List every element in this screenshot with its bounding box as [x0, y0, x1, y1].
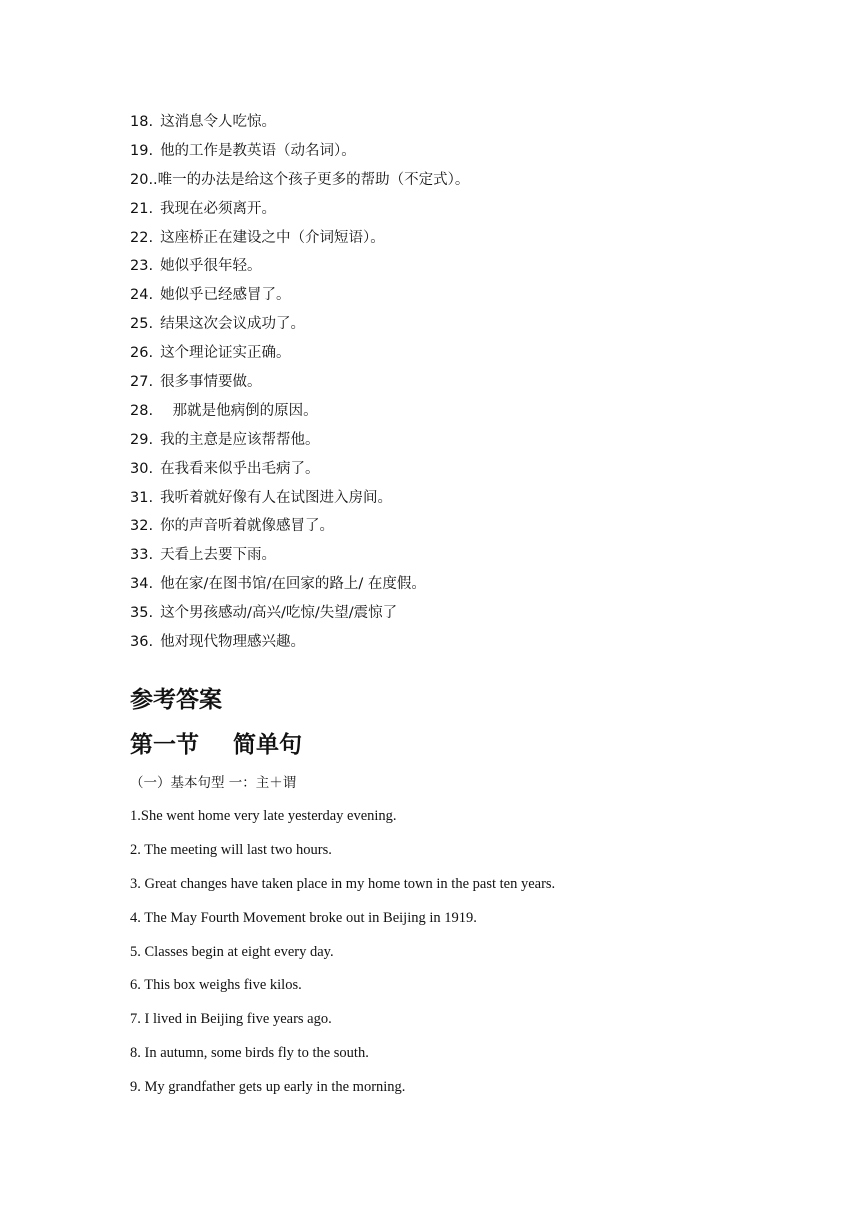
item-text: 他在家/在图书馆/在回家的路上/ 在度假。	[160, 576, 426, 593]
answer-item: 2. The meeting will last two hours.	[130, 841, 332, 858]
item-number: 24.	[130, 287, 154, 304]
answer-item: 7. I lived in Beijing five years ago.	[130, 1011, 332, 1028]
item-text: 很多事情要做。	[160, 374, 262, 391]
item-text: 这座桥正在建设之中（介词短语）。	[160, 229, 385, 246]
answer-item: 5. Classes begin at eight every day.	[130, 943, 334, 960]
list-item	[130, 603, 830, 632]
list-item	[130, 488, 830, 517]
answer-list	[130, 806, 830, 1111]
item-number: 20..	[130, 171, 158, 188]
answer-item: 4. The May Fourth Movement broke out in Beijing in 1919.	[130, 909, 477, 926]
item-text: 我的主意是应该帮帮他。	[160, 431, 320, 448]
answer-item: 3. Great changes have taken place in my home town in the past ten years.	[130, 875, 556, 892]
item-number: 26.	[130, 345, 154, 362]
list-item	[130, 199, 830, 228]
item-text: 他的工作是教英语（动名词）。	[160, 142, 356, 159]
answer-item: 6. This box weighs five kilos.	[130, 977, 302, 994]
list-item	[130, 141, 830, 170]
item-text: 你的声音听着就像感冒了。	[160, 518, 335, 535]
item-number: 18.	[130, 114, 154, 130]
item-text: 这个男孩感动/高兴/吃惊/失望/震惊了	[160, 605, 398, 622]
list-item	[130, 256, 830, 285]
item-text: 结果这次会议成功了。	[160, 316, 306, 333]
section-number: 第一节	[130, 732, 199, 758]
list-item	[130, 430, 830, 459]
item-number: 28.	[130, 402, 154, 419]
item-number: 21.	[130, 200, 154, 217]
list-item	[130, 516, 830, 545]
section-title: 简单句	[233, 732, 302, 758]
item-text: 我现在必须离开。	[160, 200, 277, 217]
item-text: 我听着就好像有人在试图进入房间。	[160, 489, 393, 506]
list-item	[130, 112, 830, 141]
list-item	[130, 372, 830, 401]
item-number: 33.	[130, 547, 154, 564]
list-item	[130, 343, 830, 372]
item-number: 35.	[130, 605, 154, 622]
list-item	[130, 314, 830, 343]
list-item	[130, 285, 830, 314]
item-text: 在我看来似乎出毛病了。	[160, 460, 320, 477]
list-item	[130, 632, 830, 661]
list-item	[130, 401, 830, 430]
item-number: 19.	[130, 142, 154, 159]
item-number: 29.	[130, 431, 154, 448]
item-number: 30.	[130, 460, 154, 477]
answer-item: 1.She went home very late yesterday evening.	[130, 808, 397, 824]
item-text: 这个理论证实正确。	[160, 345, 291, 362]
item-text: 那就是他病倒的原因。	[168, 402, 318, 419]
item-text: 唯一的办法是给这个孩子更多的帮助（不定式）。	[157, 171, 470, 188]
item-text: 他对现代物理感兴趣。	[160, 634, 306, 651]
item-number: 22.	[130, 229, 154, 246]
item-text: 天看上去要下雨。	[160, 547, 277, 564]
item-number: 25.	[130, 316, 154, 333]
answer-item: 8. In autumn, some birds fly to the south.	[130, 1045, 369, 1062]
item-text: 她似乎很年轻。	[160, 258, 262, 275]
translation-exercise-list	[130, 112, 830, 661]
item-text: 这消息令人吃惊。	[160, 114, 277, 130]
list-item	[130, 545, 830, 574]
item-number: 23.	[130, 258, 154, 275]
list-item	[130, 228, 830, 257]
answers-heading: 参考答案	[130, 687, 222, 713]
list-item	[130, 459, 830, 488]
item-number: 34.	[130, 576, 154, 593]
answer-item: 9. My grandfather gets up early in the morning.	[130, 1079, 406, 1096]
section-heading	[130, 730, 302, 760]
item-number: 27.	[130, 374, 154, 391]
list-item	[130, 170, 830, 199]
item-text: 她似乎已经感冒了。	[160, 287, 291, 304]
list-item	[130, 574, 830, 603]
item-number: 32.	[130, 518, 154, 535]
item-number: 31.	[130, 489, 154, 506]
item-number: 36.	[130, 634, 154, 651]
subsection-heading: （一）基本句型 一：主＋谓	[130, 775, 297, 791]
